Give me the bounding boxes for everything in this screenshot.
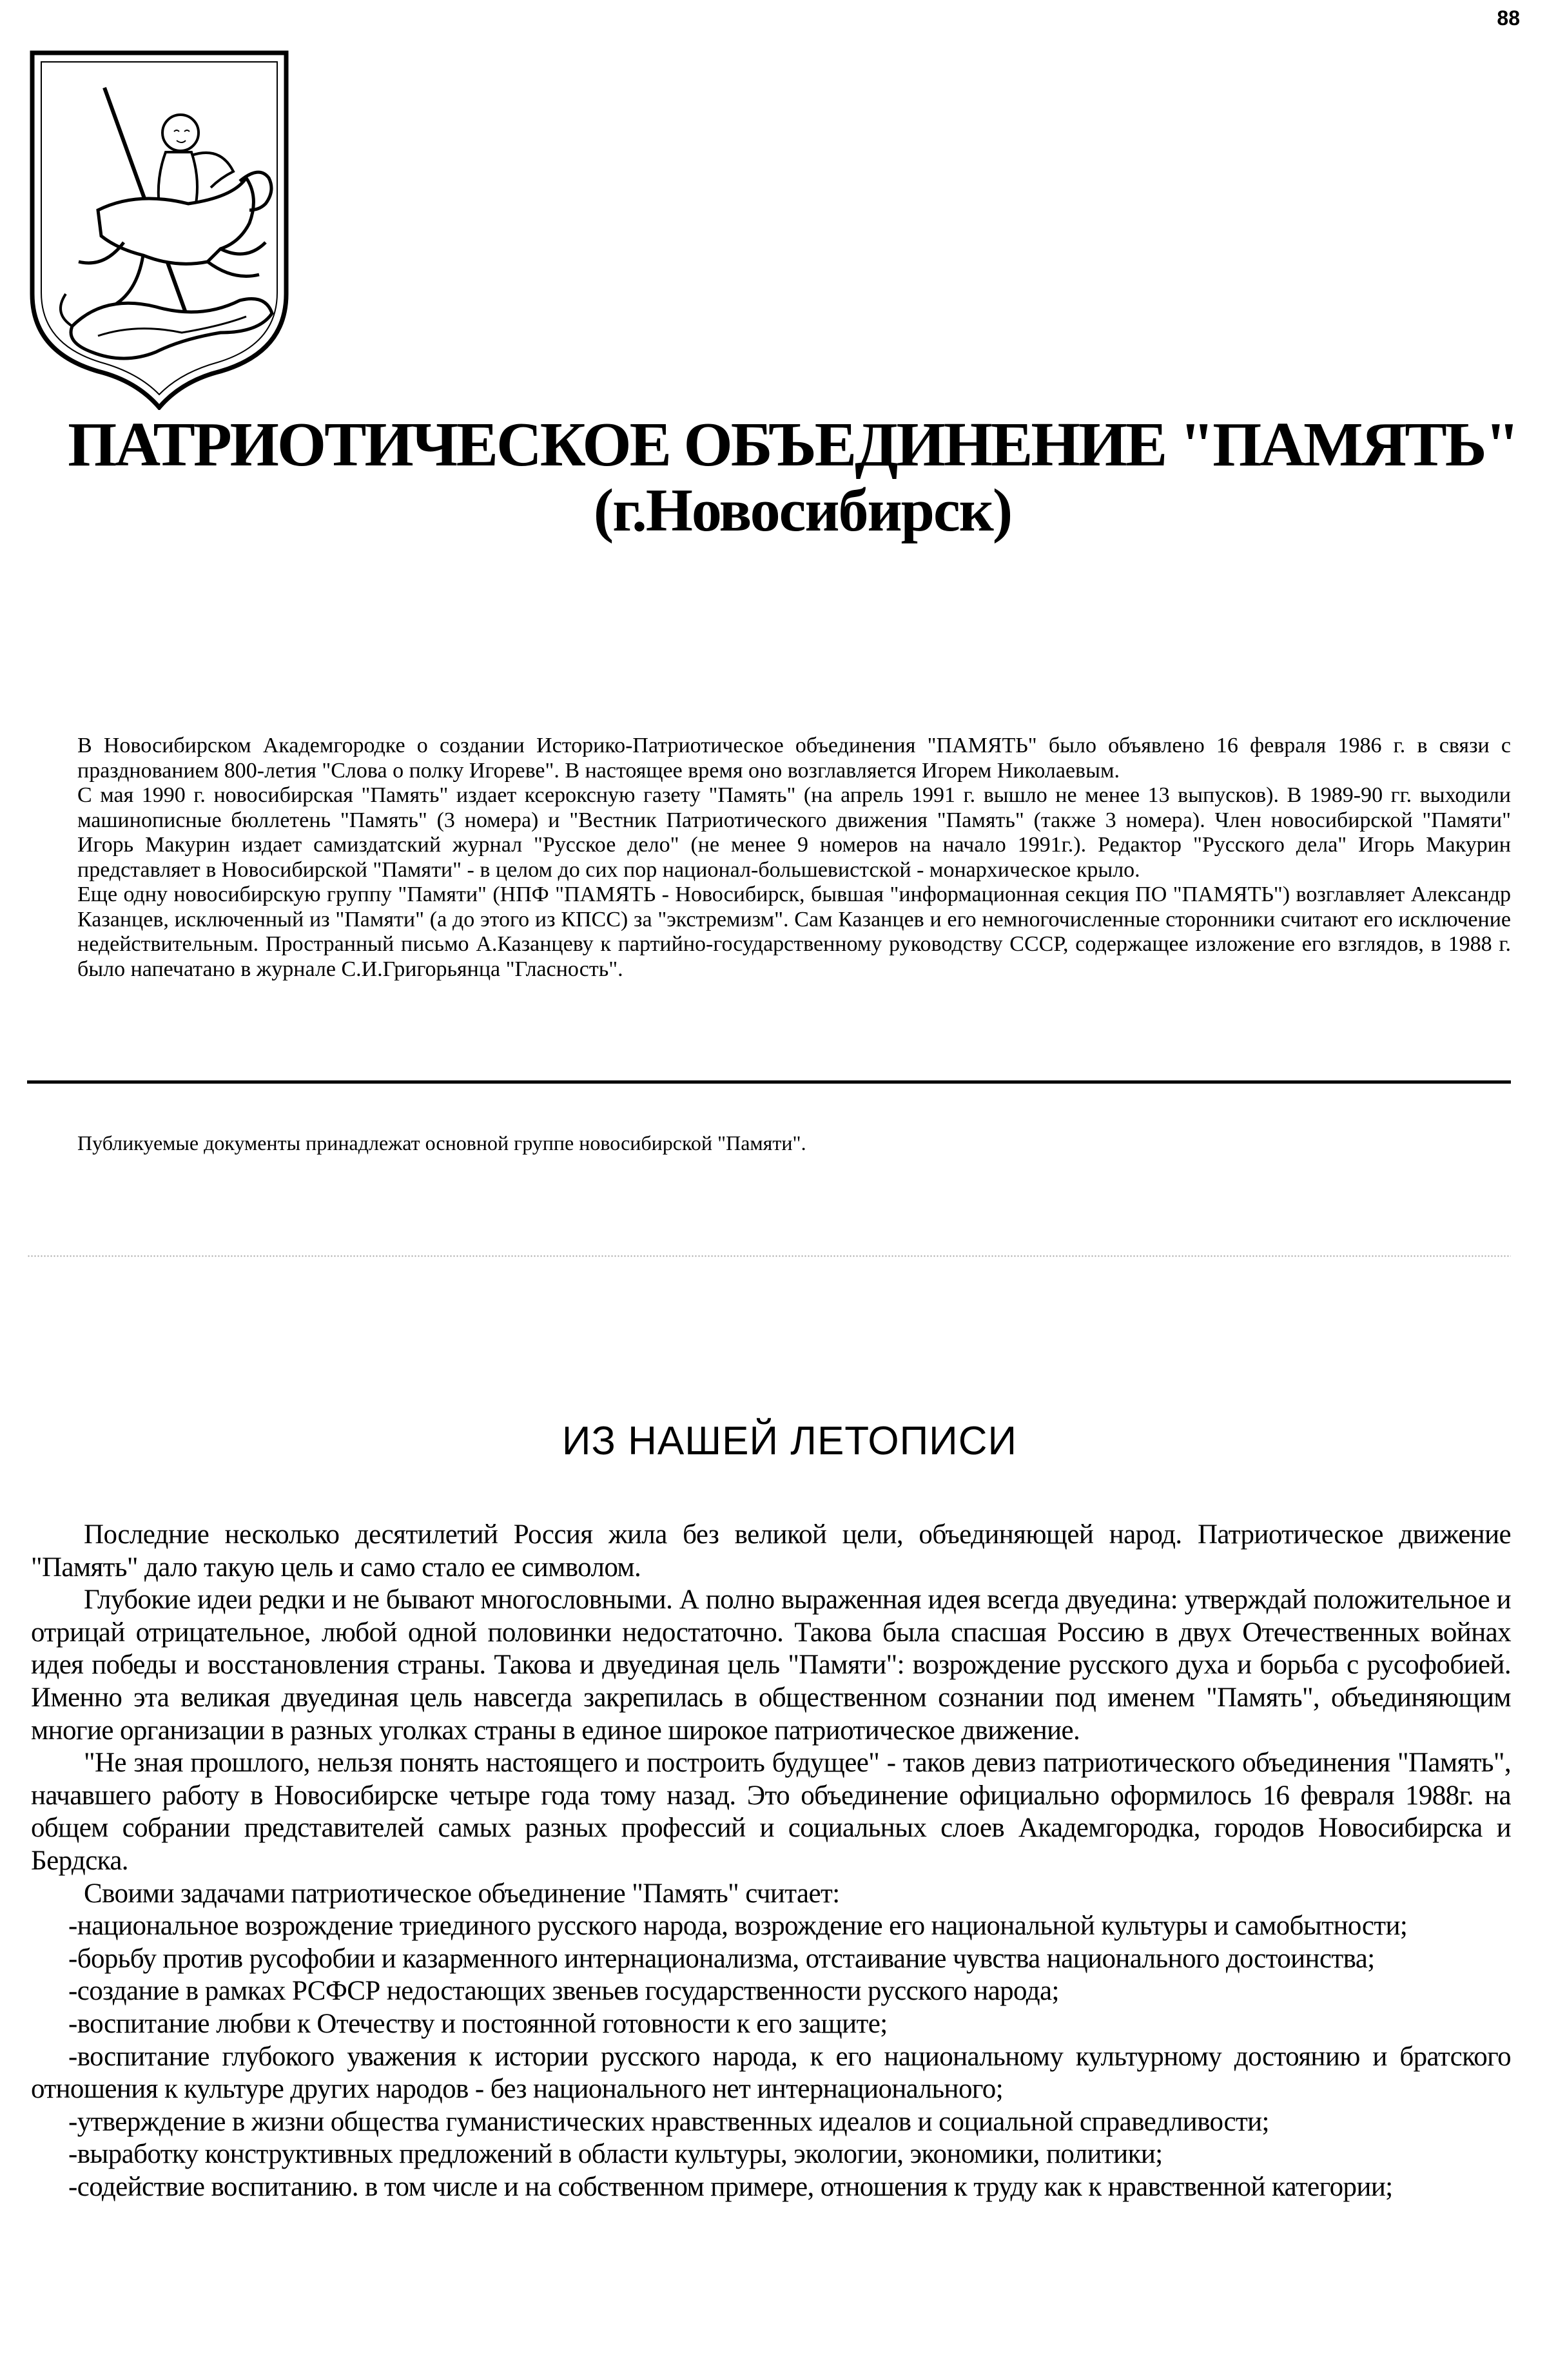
task-item: -создание в рамках РСФСР недостающих звеньев государственности русского народа; [68,1976,1059,2007]
body-paragraph: Последние несколько десятилетий Россия жила без великой цели, объединяющей народ. Патриотическое движение "Память" дало такую цель и само стало ее символом. [31,1519,1511,1583]
dotted-separator [27,1254,1511,1258]
section-heading: ИЗ НАШЕЙ ЛЕТОПИСИ [561,1419,1018,1463]
coat-of-arms [27,49,291,410]
body-text [31,1519,1511,2203]
task-item: -утверждение в жизни общества гуманистических нравственных идеалов и социальной справедливости; [68,2106,1269,2137]
task-item: -выработку конструктивных предложений в области культуры, экологии, экономики, политики; [68,2139,1163,2170]
task-item: -национальное возрождение триединого русского народа, возрождение его национальной культуры и самобытности; [68,1911,1408,1942]
intro-paragraph: В Новосибирском Академгородке о создании Историко-Патриотическое объединения "ПАМЯТЬ" было объявлено 16 февраля 1986 г. в связи с празднованием 800-летия "Слова о полку Игореве". В настоящее время оно возглавляется Игорем Николаевым. [77,734,1511,783]
moscow-coat-of-arms-icon [27,49,291,410]
intro-paragraph: С мая 1990 г. новосибирская "Память" издает ксероксную газету "Память" (на апрель 1991 г. вышло не менее 13 выпусков). В 1989-90 гг. выходили машинописные бюллетень "Память" (3 номера) и "Вестник Патриотического движения "Память" (также 3 номера). Член новосибирской "Памяти" Игорь Макурин издает самиздатский журнал "Русское дело" (не менее 9 номеров на начало 1991г.). Редактор "Русского дела" Игорь Макурин представляет в Новосибирской "Памяти" - в целом до сих пор национал-большевистской - монархическое крыло. [77,783,1511,882]
page-number: 88 [1497,6,1520,30]
title-line-2: (г.Новосибирск) [593,476,1012,544]
body-paragraph: "Не зная прошлого, нельзя понять настоящего и построить будущее" - таков девиз патриотического объединения "Память", начавшего работу в Новосибирске четыре года тому назад. Это объединение официально оформилось 16 февраля 1988г. на общем собрании представителей самых разных профессий и социальных слоев Академгородка, городов Новосибирска и Бердска. [31,1748,1511,1876]
task-item: -воспитание любви к Отечеству и постоянной готовности к его защите; [68,2008,888,2039]
intro-block [77,734,1511,982]
divider-rule [27,1080,1511,1084]
task-item: -воспитание глубокого уважения к истории русского народа, к его национальному культурному достоянию и братского отношения к культуре других народов - без национального нет интернационального; [31,2041,1511,2105]
intro-paragraph: Еще одну новосибирскую группу "Памяти" (НПФ "ПАМЯТЬ - Новосибирск, бывшая "информационная секция ПО "ПАМЯТЬ") возглавляет Александр Казанцев, исключенный из "Памяти" (а до этого из КПСС) за "экстремизм". Сам Казанцев и его немногочисленные сторонники считают его исключение недействительным. Пространный письмо А.Казанцеву к партийно-государственному руководству СССР, содержащее изложение его взглядов, в 1988 г. было напечатано в журнале С.И.Григорьянца "Гласность". [77,883,1511,981]
body-paragraph: Своими задачами патриотическое объединение "Память" считает: [84,1878,840,1909]
publication-note: Публикуемые документы принадлежат основной группе новосибирской "Памяти". [77,1131,806,1155]
task-item: -борьбу против русофобии и казарменного интернационализма, отстаивание чувства национального достоинства; [68,1943,1375,1974]
document-title [0,410,1547,544]
title-line-1: ПАТРИОТИЧЕСКОЕ ОБЪЕДИНЕНИЕ "ПАМЯТЬ" [68,410,1518,480]
task-item: -содействие воспитанию. в том числе и на собственном примере, отношения к труду как к нравственной категории; [68,2171,1393,2202]
body-paragraph: Глубокие идеи редки и не бывают многословными. А полно выраженная идея всегда двуедина: утверждай положительное и отрицай отрицательное, любой одной половинки недостаточно. Такова была спасшая Россию в двух Отечественных войнах идея победы и восстановления страны. Такова и двуединая цель "Памяти": возрождение русского духа и борьба с русофобией. Именно эта великая двуединая цель навсегда закрепилась в общественном сознании под именем "Память", объединяющим многие организации в разных уголках страны в единое широкое патриотическое движение. [31,1585,1511,1746]
